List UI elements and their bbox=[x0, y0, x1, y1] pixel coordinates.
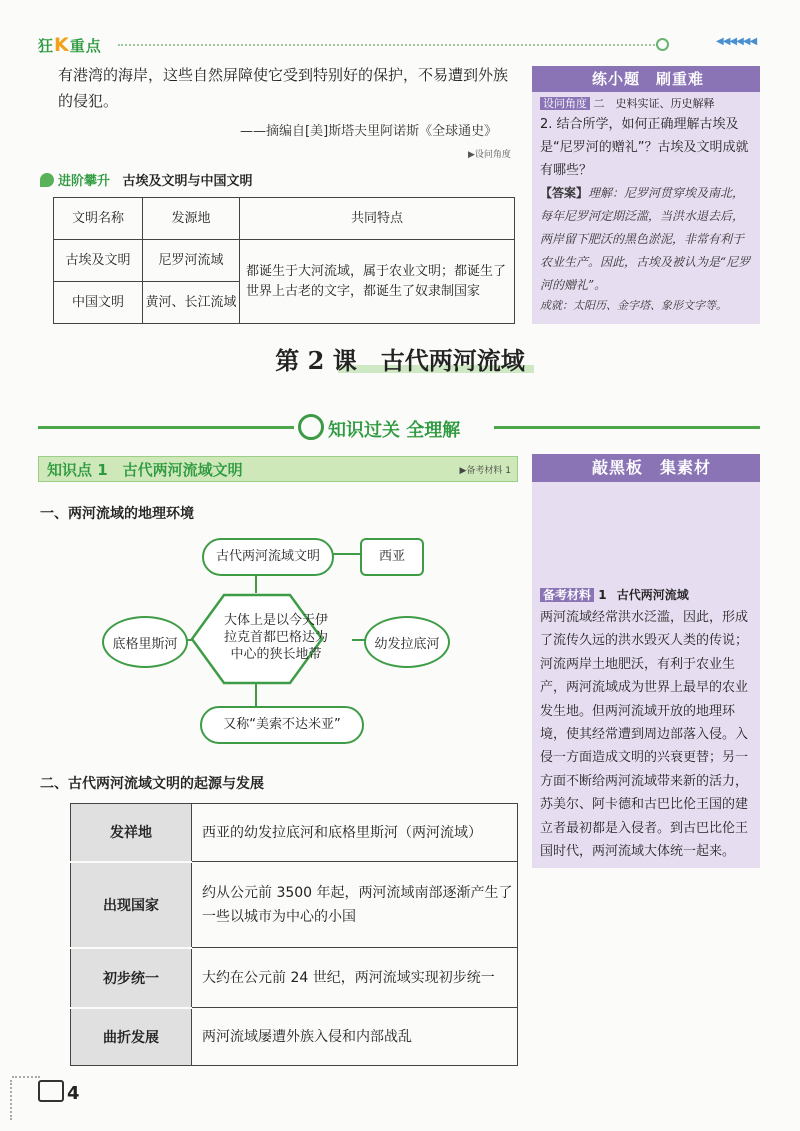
table-row-key: 发祥地 bbox=[71, 804, 192, 862]
intro-source: ——摘编自[美]斯塔夫里阿诺斯《全球通史》 bbox=[240, 124, 498, 139]
banner-line-right bbox=[494, 426, 760, 429]
header-logo: 狂K重点 bbox=[38, 34, 102, 56]
table-cell: 古埃及文明 bbox=[54, 240, 143, 282]
knowledge-banner: 知识过关 全理解 bbox=[298, 414, 460, 442]
diagram-node-euphrates: 幼发拉底河 bbox=[364, 616, 450, 668]
lesson-title: 第 2 课 古代两河流域 bbox=[275, 346, 525, 375]
diagram-node-civilization: 古代两河流域文明 bbox=[202, 538, 334, 576]
table-row-key: 初步统一 bbox=[71, 948, 192, 1008]
table-row-value: 大约在公元前 24 世纪，两河流域实现初步统一 bbox=[192, 948, 518, 1008]
table-cell-common: 都诞生于大河流域，属于农业文明；都诞生了世界上古老的文字，都诞生了奴隶制国家 bbox=[240, 240, 515, 324]
section1-heading: 一、两河流域的地理环境 bbox=[40, 506, 194, 522]
table-cell: 黄河、长江流域 bbox=[143, 282, 240, 324]
swirl-icon bbox=[298, 414, 324, 440]
table-header: 发源地 bbox=[143, 198, 240, 240]
table-header: 文明名称 bbox=[54, 198, 143, 240]
table-cell: 尼罗河流域 bbox=[143, 240, 240, 282]
banner-line-left bbox=[38, 426, 294, 429]
material-heading: 备考材料 1 古代两河流域 bbox=[540, 584, 752, 606]
header-arrows-icon: ◀◀◀◀◀◀ bbox=[716, 36, 757, 47]
intro-paragraph: 有港湾的海岸，这些自然屏障使它受到特别好的保护，不易遭到外族 的侵犯。 bbox=[58, 66, 509, 110]
practice-question: 2. 结合所学，如何正确理解古埃及是“尼罗河的赠礼”？古埃及文明成就有哪些？ bbox=[540, 117, 749, 178]
practice-achievements: 成就：太阳历、金字塔、象形文字等。 bbox=[540, 299, 727, 312]
blackboard-panel bbox=[532, 454, 760, 868]
blackboard-panel-title: 敲黑板 集素材 bbox=[532, 454, 760, 482]
diagram-node-mesopotamia: 又称“美索不达米亚” bbox=[200, 706, 364, 744]
table-row-value: 两河流域屡遭外族入侵和内部战乱 bbox=[192, 1008, 518, 1066]
practice-panel bbox=[532, 66, 760, 324]
section2-heading: 二、古代两河流域文明的起源与发展 bbox=[40, 776, 264, 792]
practice-answer: 【答案】理解：尼罗河贯穿埃及南北，每年尼罗河定期泛滥，当洪水退去后，两岸留下肥沃的黑色淤泥，非常有利于农业生产。因此，古埃及被认为是“尼罗河的赠礼”。 bbox=[540, 186, 751, 292]
footer-dotted-line bbox=[10, 1080, 12, 1120]
header-dotted-line bbox=[118, 44, 658, 46]
knowledge-point-bar: 知识点 1 古代两河流域文明 ▶备考材料 1 bbox=[38, 456, 518, 482]
table-header: 共同特点 bbox=[240, 198, 515, 240]
table-cell: 中国文明 bbox=[54, 282, 143, 324]
table-row-value: 约从公元前 3500 年起，两河流域南部逐渐产生了一些以城市为中心的小国 bbox=[192, 862, 518, 948]
diagram-node-tigris: 底格里斯河 bbox=[102, 616, 188, 668]
advanced-section-heading: 进阶攀升 古埃及文明与中国文明 bbox=[40, 170, 253, 189]
book-icon bbox=[38, 1080, 64, 1102]
table-row-key: 曲折发展 bbox=[71, 1008, 192, 1066]
material-text: 两河流域经常洪水泛滥，因此，形成了流传久远的洪水毁灭人类的传说；河流两岸土地肥沃，有利于农业生产，两河流域成为世界上最早的农业发生地。但两河流域开放的地理环境，使其经常遭到周边部落入侵。入侵一方面造成文明的兴衰更替；另一方面不断给两河流域带来新的活力，苏美尔、阿卡德和古巴比伦王国的建立者最初都是入侵者。到古巴比伦王国时代，两河流域大体统一起来。 bbox=[540, 610, 749, 860]
development-table bbox=[70, 803, 518, 1066]
practice-angle: 设问角度 二 史料实证、历史解释 bbox=[540, 95, 752, 113]
intro-angle-tag: ▶设问角度 bbox=[468, 150, 511, 160]
page-number: 4 bbox=[38, 1080, 80, 1104]
table-row-key: 出现国家 bbox=[71, 862, 192, 948]
climb-icon bbox=[40, 173, 54, 187]
footer-dotted-line bbox=[12, 1076, 40, 1078]
practice-panel-title: 练小题 刷重难 bbox=[532, 66, 760, 92]
header-circle-icon bbox=[656, 38, 669, 51]
civilization-comparison-table bbox=[53, 197, 515, 324]
table-row-value: 西亚的幼发拉底河和底格里斯河（两河流域） bbox=[192, 804, 518, 862]
diagram-node-west-asia: 西亚 bbox=[360, 538, 424, 576]
diagram-node-center: 大体上是以今天伊拉克首都巴格达为中心的狭长地带 bbox=[223, 613, 328, 662]
